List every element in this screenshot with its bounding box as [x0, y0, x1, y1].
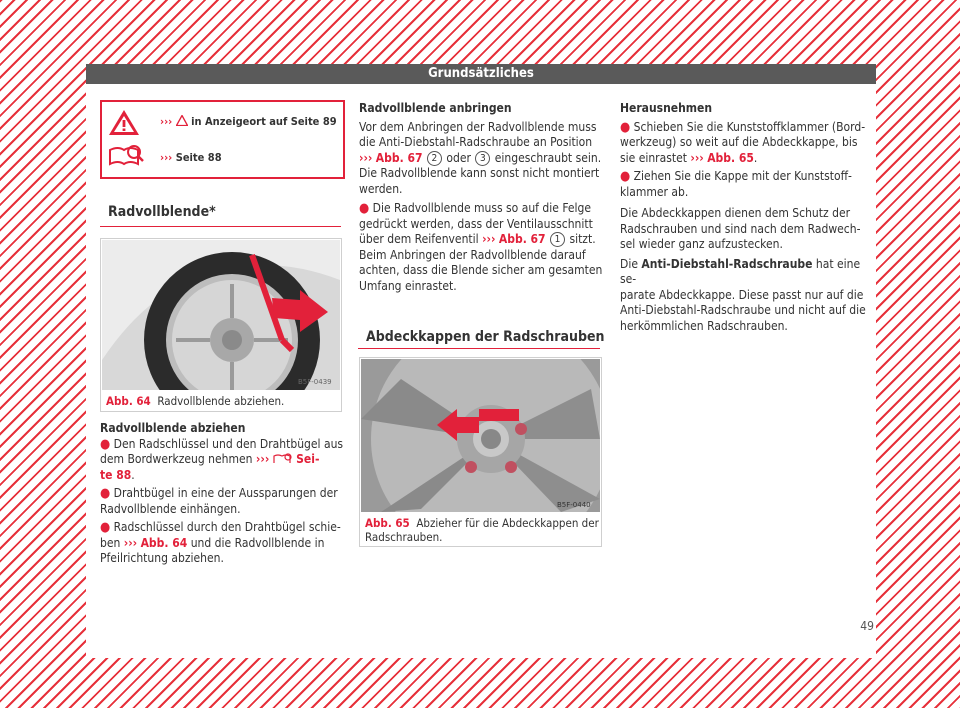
tool-book-icon [108, 142, 144, 170]
figure-65-caption: Abb. 65 Abzieher für die Abdeckkappen der Radschrauben. [365, 516, 599, 544]
left-text: Radvollblende abziehen ● Den Radschlüssel und den Drahtbügel aus dem Bordwerkzeug nehmen ››› Sei- te 88. ● Drahtbügel in eine der Aussparungen der Radvollblende einhängen. ● Radschlüssel durch den Drahtbügel schie- ben ››› Abb. 64 und die Radvollblende in Pfeilrichtung abziehen. [100, 421, 344, 565]
small-warning-icon [176, 115, 188, 126]
right-text: Herausnehmen ● Schieben Sie die Kunststoffklammer (Bord- werkzeug) so weit auf die Abdeckkappe, bis sie einrastet ››› Abb. 65. ● Ziehen Sie die Kappe mit der Kunststoff- klammer ab. Die Abdeckkappen dienen dem Schutz der Radschrauben und sind nach dem Radwech- sel wieder ganz aufzustecken. Die Anti-Diebstahl-Radschraube hat eine se- parate Abdeckkappe. Diese passt nur auf die Anti-Diebstahl-Radschraube und nicht auf die herkömmlichen Radschrauben. [620, 101, 870, 334]
page-number: 49 [860, 619, 874, 633]
middle-text: Radvollblende anbringen Vor dem Anbringen der Radvollblende muss die Anti-Diebstahl-Radschraube an Position ››› Abb. 67 2 oder 3 eingeschraubt sein. Die Radvollblende kann sonst nicht montiert werden. ● Die Radvollblende muss so auf die Felge gedrückt werden, dass der Ventilausschnitt über dem Reifenventil ››› Abb. 67 1 sitzt. Beim Anbringen der Radvollblende darauf achten, dass die Blende sicher am gesamten Umfang einrastet. [359, 101, 609, 294]
section-title-abdeckkappen: Abdeckkappen der Radschrauben [366, 329, 605, 345]
section-rule [100, 226, 341, 227]
figure-64 [100, 238, 342, 412]
figure-65-code: B5F-0440 [557, 501, 591, 509]
warning-triangle-icon [108, 108, 140, 136]
warning-box [100, 100, 345, 179]
warning-ref: ››› in Anzeigeort auf Seite 89 [160, 115, 337, 128]
lug-cap-illustration [361, 359, 600, 512]
tool-ref: ››› Seite 88 [160, 151, 222, 164]
subheading-abziehen: Radvollblende abziehen [100, 421, 246, 435]
figure-64-caption: Abb. 64 Radvollblende abziehen. [106, 394, 285, 408]
figure-65 [359, 357, 602, 547]
figure-64-code: B5F-0439 [298, 378, 332, 386]
section-title-radvollblende: Radvollblende* [108, 204, 216, 220]
tool-ref-icon [273, 452, 293, 464]
subheading-herausnehmen: Herausnehmen [620, 101, 713, 115]
wheel-cover-illustration [102, 240, 340, 390]
page-header: Grundsätzliches [86, 64, 876, 84]
subheading-anbringen: Radvollblende anbringen [359, 101, 512, 115]
section-rule-2 [358, 348, 600, 349]
